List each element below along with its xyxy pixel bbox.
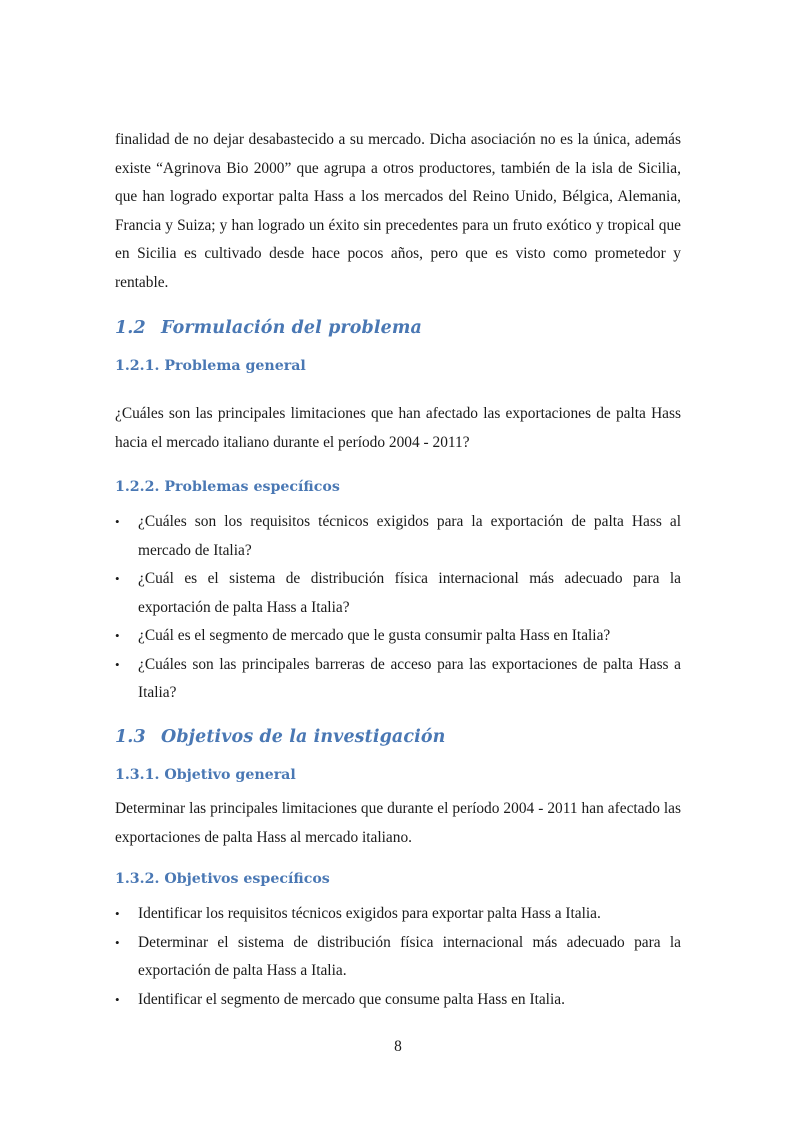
section-number: 1.3 (115, 727, 146, 747)
problema-general-text: ¿Cuáles son las principales limitaciones que han afectado las exportaciones de palta Hass hacia el mercado italiano durante el período 2004 - 2011? (115, 405, 681, 451)
subsection-heading-1-2-2: 1.2.2. Problemas específicos (115, 479, 340, 495)
section-heading-1-2 (115, 318, 681, 338)
bullet-icon: • (115, 656, 120, 672)
list-item: • ¿Cuáles son los requisitos técnicos exigidos para la exportación de palta Hass al mercado de Italia? (115, 508, 681, 565)
intro-paragraph: finalidad de no dejar desabastecido a su mercado. Dicha asociación no es la única, además existe “Agrinova Bio 2000” que agrupa a otros productores, también de la isla de Sicilia, que han logrado exportar palta Hass a los mercados del Reino Unido, Bélgica, Alemania, Francia y Suiza; y han logrado un éxito sin precedentes para un fruto exótico y tropical que en Sicilia es cultivado desde hace pocos años, pero que es visto como prometedor y rentable. (115, 131, 681, 291)
section-title: Objetivos de la investigación (161, 727, 446, 747)
objetivo-general-text: Determinar las principales limitaciones que durante el período 2004 - 2011 han afectado las exportaciones de palta Hass al mercado italiano. (115, 800, 681, 846)
subsection-heading-1-3-2: 1.3.2. Objetivos específicos (115, 871, 330, 887)
bullet-icon: • (115, 628, 120, 643)
page-number: 8 (394, 1038, 402, 1055)
section-heading-1-3 (115, 727, 681, 747)
objetivos-especificos-list (115, 900, 681, 1014)
problemas-especificos-list (115, 508, 681, 708)
list-item: • Identificar el segmento de mercado que consume palta Hass en Italia. (115, 986, 681, 1015)
section-title: Formulación del problema (161, 318, 422, 338)
subsection-heading-1-2-1: 1.2.1. Problema general (115, 358, 306, 374)
list-item: • Identificar los requisitos técnicos exigidos para exportar palta Hass a Italia. (115, 900, 681, 929)
list-item: • Determinar el sistema de distribución física internacional más adecuado para la exportación de palta Hass a Italia. (115, 929, 681, 986)
subsection-heading-1-3-1: 1.3.1. Objetivo general (115, 767, 296, 783)
list-item: • ¿Cuál es el sistema de distribución física internacional más adecuado para la exportación de palta Hass a Italia? (115, 565, 681, 622)
section-number: 1.2 (115, 318, 146, 338)
bullet-icon: • (115, 514, 120, 529)
bullet-icon: • (115, 934, 120, 950)
list-item: • ¿Cuál es el segmento de mercado que le gusta consumir palta Hass en Italia? (115, 622, 681, 651)
list-item: • ¿Cuáles son las principales barreras de acceso para las exportaciones de palta Hass a Italia? (115, 651, 681, 708)
bullet-icon: • (115, 991, 120, 1007)
bullet-icon: • (115, 571, 120, 586)
bullet-icon: • (115, 906, 120, 921)
